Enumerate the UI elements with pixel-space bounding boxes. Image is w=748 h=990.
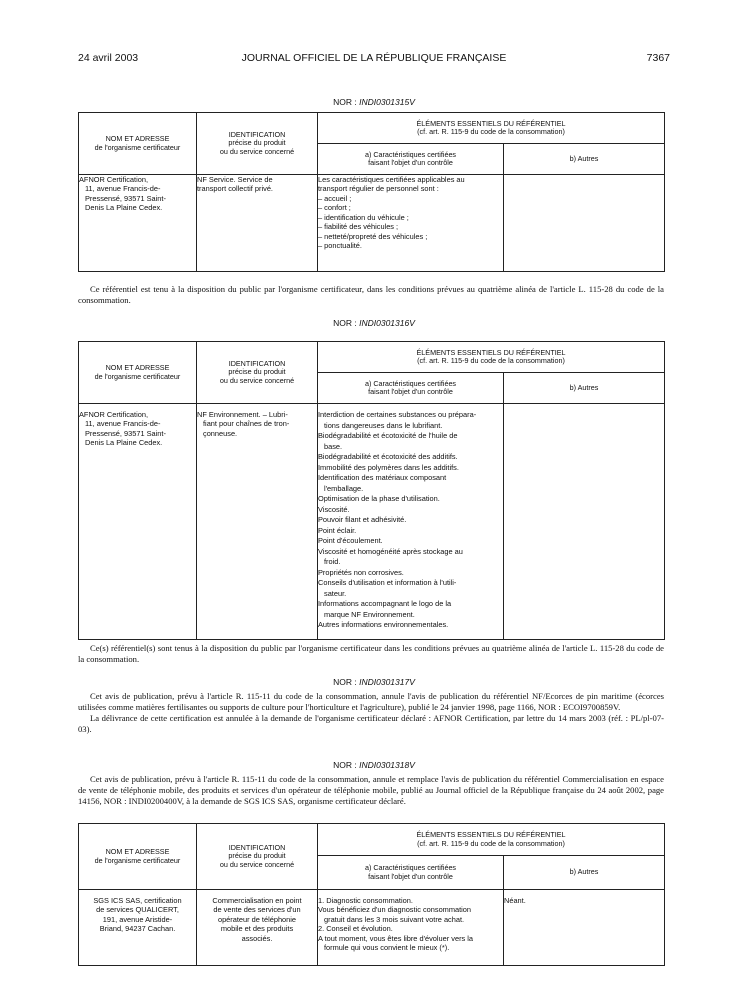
characteristics-cell: 1. Diagnostic consommation. Vous bénéficiez d'un diagnostic consommation gratuit dans les 3 mois suivant votre achat. 2. Conseil et évolution. A tout moment, vous êtes libre d'évoluer vers la formule qui vous convient le mieux (*). [318,890,504,966]
col-header-organisme: NOM ET ADRESSE de l'organisme certificateur [79,342,197,404]
header-date: 24 avril 2003 [78,52,139,64]
col-header-identification: IDENTIFICATION précise du produit ou du service concerné [197,824,318,890]
characteristics-cell: Interdiction de certaines substances ou prépara- tions dangereuses dans le lubrifiant. Biodégradabilité et écotoxicité de l'huile de base. Biodégradabilité et écotoxicité des additifs. Immobilité des polymères dans les additifs. Identification des matériaux composant l'emballage. Optimisation de la phase d'utilisation. Viscosité. Pouvoir filant et adhésivité. Point éclair. Point d'écoulement. Viscosité et homogénéité après stockage au froid. Propriétés non corrosives. Conseils d'utilisation et information à l'utili- sateur. Informations accompagnant le logo de la marque NF Environnement. Autres informations environnementales. [318,404,504,640]
col-header-characteristics: a) Caractéristiques certifiées faisant l'objet d'un contrôle [318,856,504,890]
running-header [78,52,670,66]
certification-table [78,341,665,640]
col-header-organisme: NOM ET ADRESSE de l'organisme certificateur [79,113,197,175]
col-header-others: b) Autres [504,144,665,175]
paragraph: Cet avis de publication, prévu à l'article R. 115-11 du code de la consommation, annule et remplace l'avis de publication du référentiel Commercialisation en espace de vente de téléphonie mobile, des produits et services d'un opérateur de téléphonie mobile, publié au Journal officiel de la République française du 24 août 2002, page 14156, NOR : INDI0200400V, à la demande de SGS ICS SAS, organisme certificateur déclaré. [78,774,664,806]
section3-text [78,691,664,735]
ident-cell: NF Service. Service de transport collectif privé. [197,175,318,272]
others-cell [504,175,665,272]
col-header-identification: IDENTIFICATION précise du produit ou du service concerné [197,113,318,175]
org-cell: AFNOR Certification, 11, avenue Francis-de- Pressensé, 93571 Saint- Denis La Plaine Cedex. [79,404,197,640]
col-header-elements: ÉLÉMENTS ESSENTIELS DU RÉFÉRENTIEL (cf. art. R. 115-9 du code de la consommation) [318,824,665,856]
ident-cell: Commercialisation en point de vente des services d'un opérateur de téléphonie mobile et des produits associés. [197,890,318,966]
col-header-characteristics: a) Caractéristiques certifiées faisant l'objet d'un contrôle [318,144,504,175]
section4-text [78,774,664,807]
certification-table [78,112,665,272]
section2-note: Ce(s) référentiel(s) sont tenus à la disposition du public par l'organisme certificateur dans les conditions prévues au quatrième alinéa de l'article L. 115-28 du code de la consommation. [78,643,664,664]
paragraph: Cet avis de publication, prévu à l'article R. 115-11 du code de la consommation, annule l'avis de publication du référentiel NF/Ecorces de pin maritime (écorces utilisées comme matières fertilisantes ou supports de culture pour l'horticulture et l'agriculture), publié le 24 janvier 1998, page 1166, NOR : ECOI9700859V. [78,691,664,712]
section1-note: Ce référentiel est tenu à la disposition du public par l'organisme certificateur, dans les conditions prévues au quatrième alinéa de l'article L. 115-28 du code de la consommation. [78,284,664,305]
col-header-elements: ÉLÉMENTS ESSENTIELS DU RÉFÉRENTIEL (cf. art. R. 115-9 du code de la consommation) [318,113,665,144]
ident-cell: NF Environnement. – Lubri- fiant pour chaînes de tron- çonneuse. [197,404,318,640]
nor-reference: NOR : INDI0301316V [333,318,415,328]
nor-reference: NOR : INDI0301315V [333,97,415,107]
nor-reference: NOR : INDI0301317V [333,677,415,687]
others-cell [504,404,665,640]
col-header-characteristics: a) Caractéristiques certifiées faisant l'objet d'un contrôle [318,373,504,404]
col-header-others: b) Autres [504,373,665,404]
col-header-others: b) Autres [504,856,665,890]
col-header-elements: ÉLÉMENTS ESSENTIELS DU RÉFÉRENTIEL (cf. art. R. 115-9 du code de la consommation) [318,342,665,373]
col-header-organisme: NOM ET ADRESSE de l'organisme certificateur [79,824,197,890]
col-header-identification: IDENTIFICATION précise du produit ou du service concerné [197,342,318,404]
header-journal-title: JOURNAL OFFICIEL DE LA RÉPUBLIQUE FRANÇAISE [241,52,507,64]
characteristics-cell: Les caractéristiques certifiées applicables au transport régulier de personnel sont : – accueil ; – confort ; – identification du véhicule ; – fiabilité des véhicules ; – netteté/propreté des véhicules ; – ponctualité. [318,175,504,272]
header-page-number: 7367 [646,52,670,64]
org-cell: SGS ICS SAS, certification de services QUALICERT, 191, avenue Aristide- Briand, 94237 Cachan. [79,890,197,966]
org-cell: AFNOR Certification, 11, avenue Francis-de- Pressensé, 93571 Saint- Denis La Plaine Cedex. [79,175,197,272]
others-cell: Néant. [504,890,665,966]
paragraph: La délivrance de cette certification est annulée à la demande de l'organisme certificateur déclaré : AFNOR Certification, par lettre du 14 mars 2003 (réf. : PL/pl-07-03). [78,713,664,734]
certification-table [78,823,665,966]
nor-reference: NOR : INDI0301318V [333,760,415,770]
